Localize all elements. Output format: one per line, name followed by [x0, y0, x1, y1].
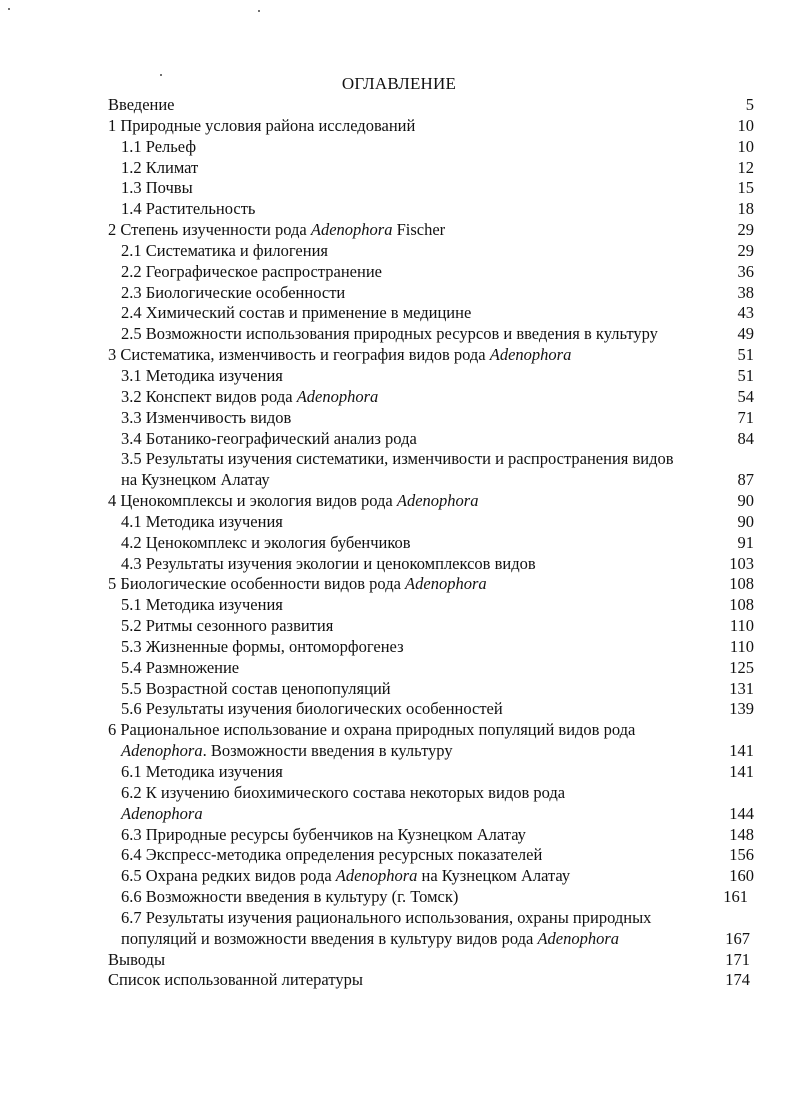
toc-entry — [0, 470, 798, 491]
toc-entry-title: 5.2 Ритмы сезонного развития — [121, 616, 334, 636]
toc-entry-title: 5.5 Возрастной состав ценопопуляций — [121, 678, 391, 698]
toc-entry-page: 15 — [737, 178, 754, 198]
taxon-name: Adenophora — [121, 803, 203, 823]
toc-entry-title: 1.2 Климат — [121, 157, 199, 177]
toc-entry-page: 36 — [737, 261, 754, 281]
toc-entry-title: 6.3 Природные ресурсы бубенчиков на Кузнецком Алатау — [121, 824, 526, 844]
toc-entry — [0, 199, 798, 220]
toc-entry-page: 51 — [737, 345, 754, 365]
toc-entry — [0, 533, 798, 554]
toc-entry-title: 3.2 Конспект видов рода Adenophora — [121, 386, 379, 406]
toc-entry-page: 38 — [737, 282, 754, 302]
toc-entry-title: 6.5 Охрана редких видов рода Adenophora на Кузнецком Алатау — [121, 866, 571, 886]
toc-entry-title: 1.3 Почвы — [121, 178, 193, 198]
toc-entry-page: 51 — [737, 365, 754, 385]
toc-entry-title: Adenophora. Возможности введения в культуру — [121, 741, 453, 761]
toc-entry — [0, 908, 798, 929]
toc-entry — [0, 950, 798, 971]
toc-entry — [0, 595, 798, 616]
toc-entry — [0, 825, 798, 846]
toc-entry — [0, 804, 798, 825]
toc-entry-page: 90 — [737, 511, 754, 531]
toc-entry — [0, 845, 798, 866]
toc-entry-page: 54 — [737, 386, 754, 406]
toc-entry-page: 108 — [729, 574, 754, 594]
toc-entry-page: 144 — [729, 803, 754, 823]
toc-entry-title: 1 Природные условия района исследований — [108, 115, 416, 135]
toc-entry-page: 141 — [729, 741, 754, 761]
toc-entry-page: 87 — [737, 470, 754, 490]
toc-entry-title — [121, 804, 203, 825]
toc-entry-page: 171 — [725, 949, 750, 969]
toc-entry — [0, 345, 798, 366]
toc-entry-title: 4.1 Методика изучения — [121, 511, 283, 531]
toc-entry-page: 12 — [737, 157, 754, 177]
toc-entry — [0, 116, 798, 137]
toc-entry — [0, 324, 798, 345]
toc-entry-title: 1.1 Рельеф — [121, 136, 197, 156]
toc-entry-page: 125 — [729, 657, 754, 677]
toc-entry-title: 5 Биологические особенности видов рода Adenophora — [108, 574, 487, 594]
toc-entry — [0, 637, 798, 658]
toc-entry — [0, 616, 798, 637]
toc-entry — [0, 408, 798, 429]
toc-entry-title: 6.7 Результаты изучения рационального использования, охраны природных — [121, 907, 652, 927]
toc-entry — [0, 241, 798, 262]
toc-entry-title: популяций и возможности введения в культуру видов рода Adenophora — [121, 928, 620, 948]
scan-speck — [258, 10, 260, 12]
toc-entry — [0, 158, 798, 179]
toc-entry-title: 3.4 Ботанико-географический анализ рода — [121, 428, 417, 448]
toc-entry — [0, 137, 798, 158]
toc-entry-title: 6.2 К изучению биохимического состава некоторых видов рода — [121, 782, 566, 802]
toc-entry-page: 5 — [745, 95, 754, 114]
toc-entry — [0, 95, 798, 116]
toc-entry-page: 43 — [737, 303, 754, 323]
toc-entry-title: 4 Ценокомплексы и экология видов рода Adenophora — [108, 491, 479, 511]
toc-entry-page: 161 — [723, 887, 748, 907]
toc-entry-page: 91 — [737, 532, 754, 552]
toc-entry — [0, 554, 798, 575]
taxon-name: Adenophora — [121, 741, 203, 761]
toc-entry — [0, 970, 798, 991]
toc-entry-title: 2.3 Биологические особенности — [121, 282, 346, 302]
toc-entry — [0, 720, 798, 741]
toc-entry — [0, 783, 798, 804]
toc-entry-page: 148 — [729, 824, 754, 844]
toc-entry-title: 6.4 Экспресс-методика определения ресурсных показателей — [121, 845, 543, 865]
toc-entry-title: 2.4 Химический состав и применение в медицине — [121, 303, 472, 323]
toc-entry-page: 10 — [737, 136, 754, 156]
toc-entry-page: 10 — [737, 115, 754, 135]
page-title: ОГЛАВЛЕНИЕ — [341, 74, 457, 93]
toc-entry — [0, 429, 798, 450]
toc-entry — [0, 699, 798, 720]
toc-entry — [0, 449, 798, 470]
toc-entry — [0, 366, 798, 387]
toc-entry — [0, 658, 798, 679]
toc-entry-page: 139 — [729, 699, 754, 719]
toc-entry-page: 141 — [729, 762, 754, 781]
toc-entry-page: 167 — [725, 928, 750, 948]
toc-entry-title: 6 Рациональное использование и охрана природных популяций видов рода — [108, 720, 636, 740]
toc-entry-title: 5.3 Жизненные формы, онтоморфогенез — [121, 636, 404, 656]
toc-entry-title: 6.1 Методика изучения — [121, 762, 283, 781]
toc-entry-title: 2 Степень изученности рода Adenophora Fischer — [108, 220, 446, 240]
toc-entry-page: 49 — [737, 324, 754, 344]
toc-entry — [0, 303, 798, 324]
toc-entry-title: 2.5 Возможности использования природных ресурсов и введения в культуру — [121, 324, 658, 344]
toc-entry-title: 2.2 Географическое распространение — [121, 261, 382, 281]
toc-entry-page: 18 — [737, 199, 754, 219]
taxon-name: Adenophora — [310, 220, 393, 240]
toc-entry-title: 3.3 Изменчивость видов — [121, 407, 292, 427]
toc-entry-page: 71 — [737, 407, 754, 427]
taxon-name: Adenophora — [405, 574, 487, 594]
toc-entry-page: 110 — [729, 636, 754, 656]
taxon-name: Adenophora — [489, 345, 572, 365]
toc-entry-page: 131 — [729, 678, 754, 698]
taxon-name: Adenophora — [396, 491, 479, 511]
toc-entry-title: Введение — [108, 95, 175, 114]
toc-entry-title: 3 Систематика, изменчивость и география видов рода Adenophora — [108, 345, 572, 365]
toc-entry-title: 5.6 Результаты изучения биологических особенностей — [121, 699, 503, 719]
toc-entry-title: 6.6 Возможности введения в культуру (г. Томск) — [121, 887, 459, 907]
toc-entry — [0, 220, 798, 241]
toc-entry — [0, 929, 798, 950]
toc-entry-page: 29 — [737, 220, 754, 240]
toc-entry-page: 108 — [729, 595, 754, 615]
toc-entry — [0, 887, 798, 908]
toc-entry — [0, 387, 798, 408]
toc-entry — [0, 262, 798, 283]
toc-entry-title: на Кузнецком Алатау — [121, 470, 270, 490]
table-of-contents — [0, 95, 798, 991]
toc-entry-page: 156 — [729, 845, 754, 865]
toc-entry — [0, 866, 798, 887]
toc-entry-page: 174 — [725, 970, 750, 990]
toc-entry-page: 29 — [737, 240, 754, 260]
toc-entry-title: Выводы — [108, 949, 166, 969]
toc-entry-title: 3.1 Методика изучения — [121, 365, 283, 385]
toc-entry-title: 3.5 Результаты изучения систематики, изменчивости и распространения видов — [121, 449, 674, 469]
toc-entry-page: 160 — [729, 866, 754, 886]
toc-entry — [0, 178, 798, 199]
toc-entry-title: 5.1 Методика изучения — [121, 595, 283, 615]
toc-entry-title: 5.4 Размножение — [121, 657, 240, 677]
taxon-name: Adenophora — [537, 928, 620, 948]
toc-entry-title: 1.4 Растительность — [121, 199, 256, 219]
taxon-name: Adenophora — [335, 866, 418, 886]
toc-entry-page: 84 — [737, 428, 754, 448]
scan-speck — [8, 8, 10, 10]
toc-entry — [0, 491, 798, 512]
toc-entry-page: 90 — [737, 491, 754, 511]
toc-entry-title: 2.1 Систематика и филогения — [121, 240, 329, 260]
toc-entry — [0, 283, 798, 304]
toc-entry-title: 4.3 Результаты изучения экологии и ценокомплексов видов — [121, 553, 536, 573]
toc-entry — [0, 762, 798, 783]
toc-entry — [0, 574, 798, 595]
toc-entry-page: 103 — [729, 553, 754, 573]
toc-entry-title: Список использованной литературы — [108, 970, 363, 990]
toc-entry — [0, 679, 798, 700]
toc-entry-title: 4.2 Ценокомплекс и экология бубенчиков — [121, 532, 411, 552]
toc-entry — [0, 512, 798, 533]
toc-entry-page: 110 — [729, 616, 754, 636]
taxon-name: Adenophora — [296, 386, 379, 406]
toc-entry — [0, 741, 798, 762]
